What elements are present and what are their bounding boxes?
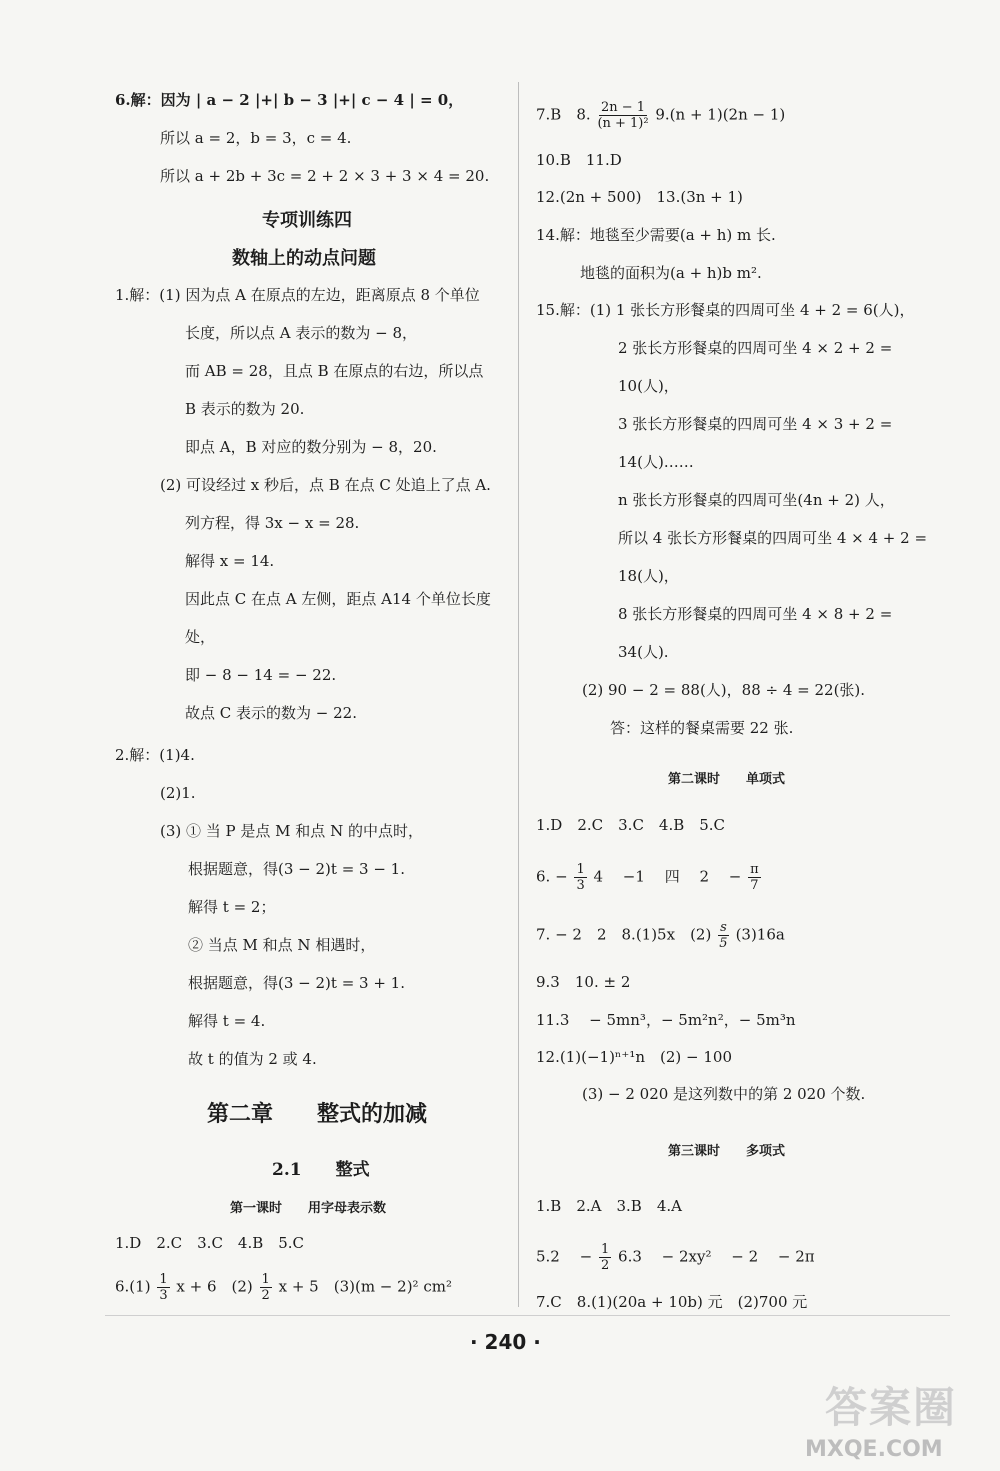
r9-text: 9.(n + 1)(2n − 1) (655, 105, 786, 124)
r-q15-line-2: 2 张长方形餐桌的四周可坐 4 × 2 + 2 = (618, 339, 893, 357)
r-q15-line-3: 10(人)， (618, 377, 679, 395)
section-2-1-title: 2.1 整式 (272, 1160, 370, 1180)
q2-line-3: (3) ① 当 P 是点 M 和点 N 的中点时， (160, 822, 423, 840)
q1-line-5: 即点 A，B 对应的数分别为 − 8，20. (185, 438, 437, 456)
r-q15-line-5: 14(人)…… (618, 453, 694, 471)
l2-a6-prefix: 6. − (536, 867, 568, 886)
q1-line-6: (2) 可设经过 x 秒后，点 B 在点 C 处追上了点 A. (160, 476, 491, 494)
q2-line-7: 根据题意，得(3 − 2)t = 3 + 1. (188, 974, 405, 992)
r-q15-line-4: 3 张长方形餐桌的四周可坐 4 × 3 + 2 = (618, 415, 893, 433)
q1-line-11: 即 − 8 − 14 = − 22. (185, 666, 337, 684)
l2-a6-mid: 4 −1 四 2 − (593, 867, 742, 886)
q2-line-8: 解得 t = 4. (188, 1012, 266, 1030)
l3-ans-1-4: 1.B 2.A 3.B 4.A (536, 1197, 682, 1215)
q1-line-9: 因此点 C 在点 A 左侧，距点 A14 个单位长度 (185, 590, 491, 608)
l2-ans-1-5: 1.D 2.C 3.C 4.B 5.C (536, 816, 726, 834)
r-q15-line-1: 15.解：(1) 1 张长方形餐桌的四周可坐 4 + 2 = 6(人)， (536, 301, 915, 319)
r-q15-line-6: n 张长方形餐桌的四周可坐(4n + 2) 人， (618, 491, 895, 509)
q1-line-2: 长度，所以点 A 表示的数为 − 8， (185, 324, 418, 342)
frac-num: 1 (576, 862, 585, 877)
watermark-en: MXQE.COM (805, 1437, 943, 1462)
q1-line-10: 处， (185, 628, 216, 646)
l3-ans-5-6 (536, 1242, 815, 1273)
r-ans-7-9 (536, 100, 785, 131)
l2-ans-12-3: (3) − 2 020 是这列数中的第 2 020 个数. (582, 1085, 866, 1103)
q1-line-1: 1.解：(1) 因为点 A 在原点的左边，距离原点 8 个单位 (115, 286, 480, 304)
chapter-title: 第二章 整式的加减 (207, 1101, 428, 1127)
ans6-prefix: 6.(1) (115, 1277, 151, 1296)
r-q14-line-2: 地毯的面积为(a + h)b m². (580, 264, 762, 282)
r-q14-line-1: 14.解：地毯至少需要(a + h) m 长. (536, 226, 776, 244)
l3-a5-prefix: 5.2 − (536, 1247, 593, 1266)
lesson-1-title: 第一课时 用字母表示数 (230, 1201, 387, 1216)
q2-line-4: 根据题意，得(3 − 2)t = 3 − 1. (188, 860, 405, 878)
frac-den: 7 (750, 878, 759, 893)
watermark-cn: 答案圈 (825, 1383, 958, 1432)
watermark-logo (800, 1375, 995, 1470)
fraction-one-third (574, 862, 586, 893)
frac-den: 2 (261, 1288, 270, 1303)
q2-line-9: 故 t 的值为 2 或 4. (188, 1050, 317, 1068)
fraction-pi-seventh (748, 862, 761, 893)
q6-line-2: 所以 a = 2，b = 3，c = 4. (160, 129, 352, 147)
frac-num: s (720, 920, 727, 935)
frac-num: 1 (261, 1272, 270, 1287)
q1-line-7: 列方程，得 3x − x = 28. (185, 514, 360, 532)
l2-ans-7-8 (536, 920, 785, 951)
fraction-one-half (599, 1242, 611, 1273)
frac-num: 2n − 1 (600, 100, 646, 115)
lesson-2-title: 第二课时 单项式 (668, 772, 786, 787)
r7-text: 7.B 8. (536, 105, 591, 124)
frac-num: π (750, 862, 759, 877)
l2-ans-12: 12.(1)(−1)ⁿ⁺¹n (2) − 100 (536, 1048, 732, 1066)
r-q15-line-8: 18(人)， (618, 567, 679, 585)
l3-a5-suffix: 6.3 − 2xy² − 2 − 2π (618, 1247, 815, 1266)
frac-den: 5 (719, 936, 728, 951)
ans6-part-b: x + 5 (3)(m − 2)² cm² (278, 1277, 452, 1296)
q1-line-8: 解得 x = 14. (185, 552, 275, 570)
l2-ans-9-10: 9.3 10. ± 2 (536, 973, 631, 991)
l2-a7-prefix: 7. − 2 2 8.(1)5x (2) (536, 925, 712, 944)
fraction-one-third (157, 1272, 169, 1303)
q2-line-1: 2.解：(1)4. (115, 746, 195, 764)
q2-line-6: ② 当点 M 和点 N 相遇时， (188, 936, 376, 954)
bottom-rule (105, 1315, 950, 1316)
frac-den: 3 (159, 1288, 168, 1303)
r-q15-line-11: (2) 90 − 2 = 88(人)，88 ÷ 4 = 22(张). (582, 681, 866, 699)
frac-den: (n + 1)² (597, 116, 649, 131)
section-subtitle: 数轴上的动点问题 (232, 248, 376, 269)
l2-ans-11: 11.3 − 5mn³，− 5m²n²，− 5m³n (536, 1011, 796, 1029)
r-q15-line-7: 所以 4 张长方形餐桌的四周可坐 4 × 4 + 2 = (618, 529, 928, 547)
column-divider (518, 82, 519, 1307)
q2-line-5: 解得 t = 2； (188, 898, 276, 916)
r-q15-line-10: 34(人). (618, 643, 669, 661)
frac-den: 2 (600, 1258, 610, 1273)
section-title: 专项训练四 (262, 210, 352, 231)
q1-line-4: B 表示的数为 20. (185, 400, 305, 418)
r-ans-10-11: 10.B 11.D (536, 151, 622, 169)
r-ans-12-13: 12.(2n + 500) 13.(3n + 1) (536, 188, 743, 206)
lesson1-ans-6 (115, 1272, 452, 1303)
q2-line-2: (2)1. (160, 784, 196, 802)
ans6-part-a: x + 6 (2) (176, 1277, 253, 1296)
frac-den: 3 (576, 878, 585, 893)
frac-num: 1 (600, 1242, 610, 1257)
lesson-3-title: 第三课时 多项式 (668, 1144, 786, 1159)
q1-line-12: 故点 C 表示的数为 − 22. (185, 704, 357, 722)
fraction-s-fifth (718, 920, 729, 951)
lesson1-ans-1-5: 1.D 2.C 3.C 4.B 5.C (115, 1234, 305, 1252)
q6-line-1: 6.解：因为 | a − 2 |+| b − 3 |+| c − 4 | = 0， (115, 91, 464, 109)
q1-line-3: 而 AB = 28，且点 B 在原点的右边，所以点 (185, 362, 484, 380)
q6-line-3: 所以 a + 2b + 3c = 2 + 2 × 3 + 3 × 4 = 20. (160, 167, 490, 185)
r-q15-line-12: 答：这样的餐桌需要 22 张. (610, 719, 794, 737)
l2-a7-suffix: (3)16a (735, 925, 785, 944)
frac-num: 1 (159, 1272, 168, 1287)
fraction-one-half (260, 1272, 272, 1303)
l3-ans-7-8: 7.C 8.(1)(20a + 10b) 元 (2)700 元 (536, 1293, 808, 1311)
r-q15-line-9: 8 张长方形餐桌的四周可坐 4 × 8 + 2 = (618, 605, 893, 623)
fraction-q8 (597, 100, 648, 131)
page-number: · 240 · (470, 1330, 541, 1354)
l2-ans-6 (536, 862, 763, 893)
